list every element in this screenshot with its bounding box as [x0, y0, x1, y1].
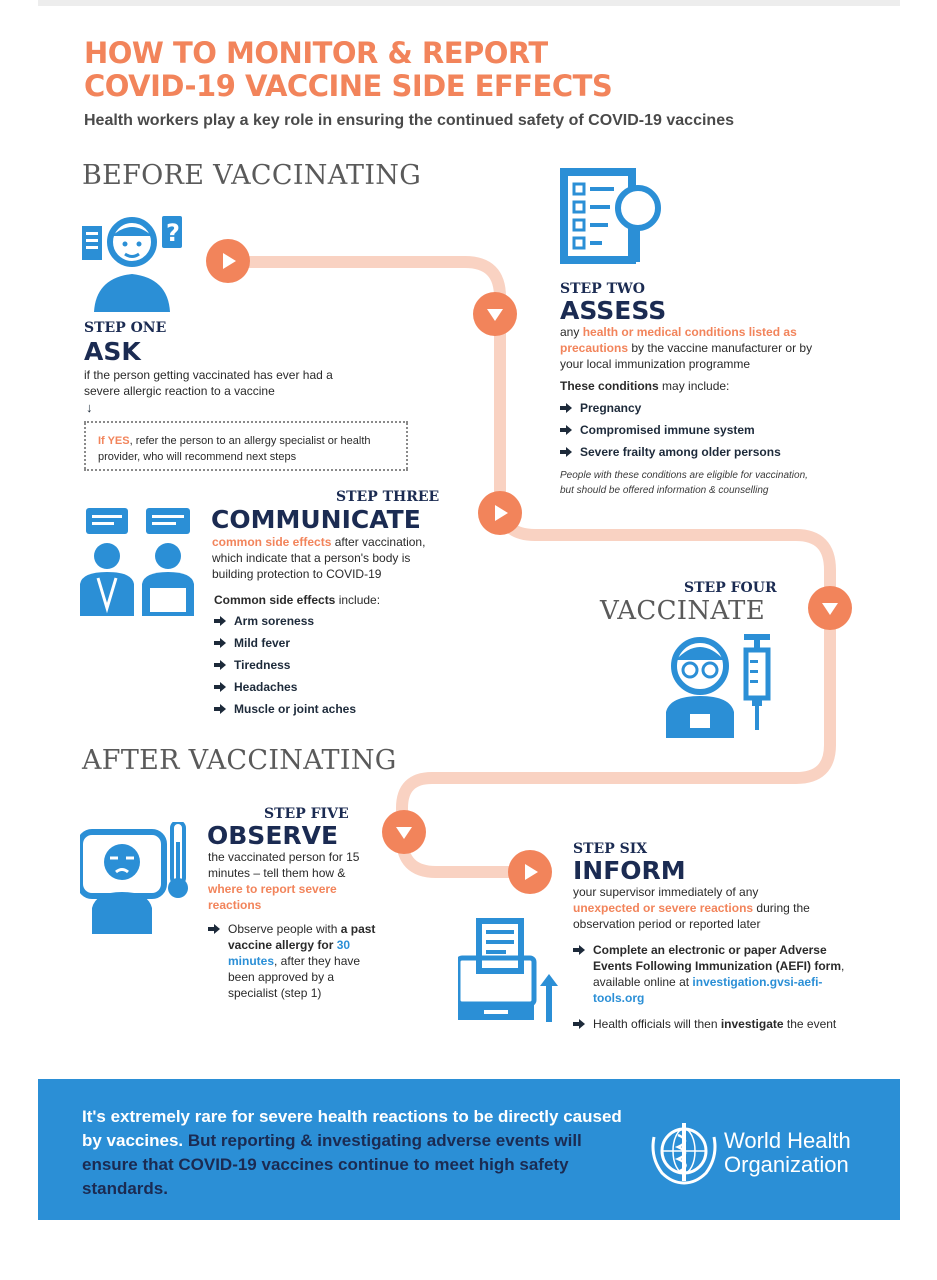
- step4-name: VACCINATE: [600, 596, 765, 626]
- step2-list: [560, 397, 781, 463]
- footer-message: It's extremely rare for severe health reactions to be directly caused by vaccines. But reporting & investigating adverse events will ensure that COVID-19 vaccines continue to meet high safety standards.: [82, 1107, 622, 1198]
- who-emblem-icon: [648, 1117, 720, 1185]
- nurse-syringe-icon: [666, 630, 776, 738]
- arrow-right-icon: [214, 682, 226, 692]
- footer-banner: [38, 1079, 900, 1220]
- arrow-right-icon: [214, 704, 226, 714]
- svg-text:?: ?: [166, 219, 180, 247]
- who-logo-text: World Health Organization: [724, 1128, 851, 1177]
- step5-bullet: Observe people with a past vaccine allergy for 30 minutes, after they have been approved by a specialist (step 1): [208, 921, 388, 1001]
- step2-text: any health or medical conditions listed as precautions by the vaccine manufacturer or by your local immunization programme: [560, 325, 813, 371]
- arrow-right-icon: [560, 403, 572, 413]
- step6-bullet1: Complete an electronic or paper Adverse Events Following Immunization (AEFI) form, available online at investigation.gvsi-aefi-tools.org: [573, 942, 853, 1006]
- down-arrow-icon: ↓: [86, 400, 93, 415]
- step5-text: the vaccinated person for 15 minutes – tell them how & where to report severe reactions: [208, 850, 360, 912]
- list-item: Mild fever: [214, 632, 356, 654]
- step2-name: ASSESS: [560, 296, 667, 325]
- step1-text: if the person getting vaccinated has ever had a severe allergic reaction to a vaccine: [84, 368, 333, 398]
- section-before: BEFORE VACCINATING: [82, 160, 422, 191]
- clipboard-magnifier-icon: [560, 168, 664, 268]
- health-workers-chat-icon: [80, 508, 198, 616]
- list-item: Muscle or joint aches: [214, 698, 356, 720]
- step5-name: OBSERVE: [207, 821, 339, 850]
- step6-name: INFORM: [573, 856, 686, 885]
- step3-label: STEP THREE: [336, 489, 440, 505]
- list-item: Headaches: [214, 676, 356, 698]
- section-after: AFTER VACCINATING: [82, 745, 397, 776]
- step2-label: STEP TWO: [560, 281, 645, 297]
- step3-text: common side effects after vaccination, which indicate that a person's body is building protection to COVID-19: [212, 535, 426, 581]
- step3-name: COMMUNICATE: [211, 505, 421, 534]
- play-circle-step6: [508, 850, 552, 894]
- list-item: Tiredness: [214, 654, 356, 676]
- laptop-document-icon: [458, 918, 558, 1022]
- step4-label: STEP FOUR: [684, 580, 777, 596]
- aefi-link[interactable]: investigation.gvsi-aefi-tools.org: [593, 975, 823, 1005]
- play-circle-step3: [478, 491, 522, 535]
- list-item: Compromised immune system: [560, 419, 781, 441]
- patient-thermometer-icon: [80, 822, 192, 934]
- step2-list-intro: These conditions may include:: [560, 379, 730, 393]
- arrow-right-icon: [560, 425, 572, 435]
- down-circle-step5: [382, 810, 426, 854]
- arrow-right-icon: [573, 945, 585, 955]
- step6-label: STEP SIX: [573, 841, 648, 857]
- arrow-right-icon: [208, 924, 220, 934]
- arrow-right-icon: [573, 1019, 585, 1029]
- play-circle-step1: [206, 239, 250, 283]
- step3-list-intro: Common side effects include:: [214, 593, 381, 607]
- page-subtitle: Health workers play a key role in ensuring the continued safety of COVID-19 vaccines: [84, 112, 734, 129]
- step1-name: ASK: [84, 337, 141, 366]
- step1-note: If YES, refer the person to an allergy specialist or health provider, who will recommend next steps: [84, 421, 408, 471]
- arrow-right-icon: [560, 447, 572, 457]
- arrow-right-icon: [214, 638, 226, 648]
- list-item: Severe frailty among older persons: [560, 441, 781, 463]
- arrow-right-icon: [214, 660, 226, 670]
- step2-footnote: People with these conditions are eligible for vaccination, but should be offered information & counselling: [560, 470, 808, 496]
- page-title: HOW TO MONITOR & REPORT COVID-19 VACCINE SIDE EFFECTS: [84, 36, 613, 103]
- person-question-icon: [82, 208, 187, 312]
- step6-bullet2: Health officials will then investigate the event: [573, 1016, 873, 1032]
- step6-text: your supervisor immediately of any unexpected or severe reactions during the observation period or reported later: [573, 885, 810, 931]
- down-circle-step2: [473, 292, 517, 336]
- arrow-right-icon: [214, 616, 226, 626]
- step5-label: STEP FIVE: [264, 806, 349, 822]
- down-circle-step4: [808, 586, 852, 630]
- step3-list: [214, 610, 356, 720]
- list-item: Pregnancy: [560, 397, 781, 419]
- list-item: Arm soreness: [214, 610, 356, 632]
- step1-label: STEP ONE: [84, 320, 167, 336]
